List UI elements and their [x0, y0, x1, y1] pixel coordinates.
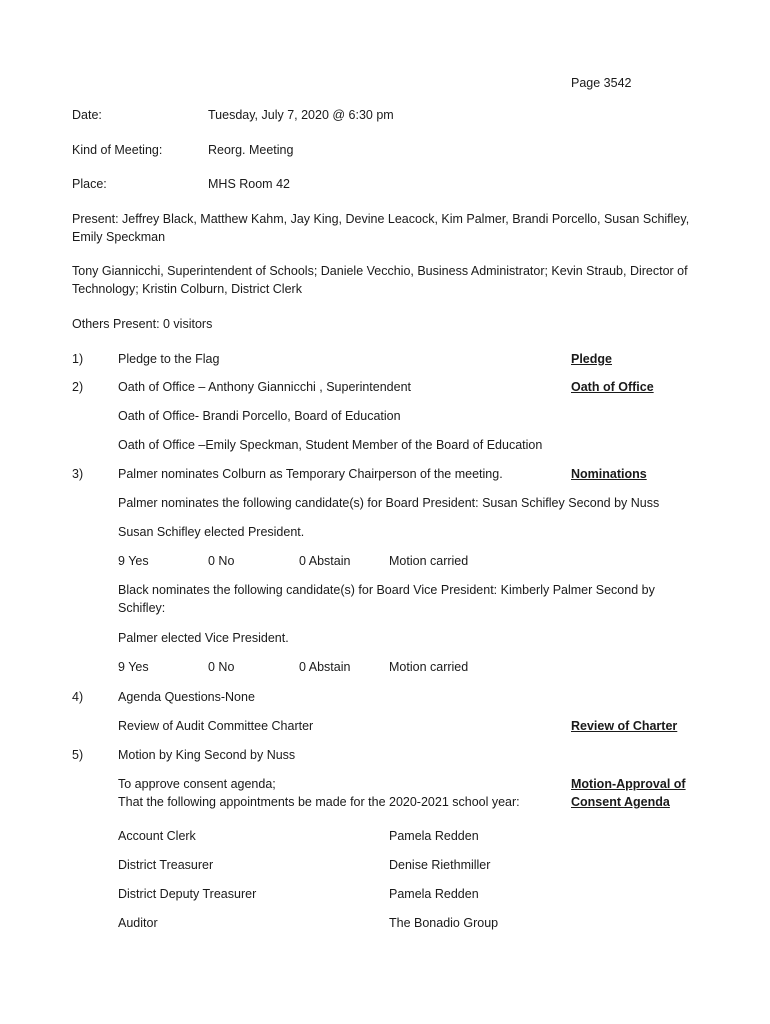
item-5-line-2: To approve consent agenda;: [118, 777, 276, 791]
item-3-text: Palmer nominates Colburn as Temporary Chairperson of the meeting.: [118, 467, 503, 481]
item-number-1: 1): [72, 352, 84, 366]
page-number: Page 3542: [571, 76, 632, 90]
item-5-text: Motion by King Second by Nuss: [118, 748, 296, 762]
appointment-name: Pamela Redden: [389, 887, 479, 901]
item-3-line-4: Black nominates the following candidate(s) for Board Vice President: Kimberly Palmer Second by Schifley:: [118, 583, 655, 615]
vote-yes: 9 Yes: [118, 554, 149, 568]
place-value: MHS Room 42: [208, 177, 290, 191]
appointment-name: Pamela Redden: [389, 829, 479, 843]
item-2-line-3: Oath of Office –Emily Speckman, Student Member of the Board of Education: [118, 438, 543, 452]
staff-paragraph: Tony Giannicchi, Superintendent of Schools; Daniele Vecchio, Business Administrator; Kevin Straub, Director of Technology; Kristin Colburn, District Clerk: [72, 264, 688, 296]
date-value: Tuesday, July 7, 2020 @ 6:30 pm: [208, 108, 394, 122]
item-number-3: 3): [72, 467, 84, 481]
kind-of-meeting-label: Kind of Meeting:: [72, 143, 163, 157]
kind-of-meeting-value: Reorg. Meeting: [208, 143, 294, 157]
appointment-role: District Deputy Treasurer: [118, 887, 257, 901]
place-label: Place:: [72, 177, 107, 191]
appointment-role: Account Clerk: [118, 829, 196, 843]
vote-abstain: 0 Abstain: [299, 660, 351, 674]
item-3-line-5: Palmer elected Vice President.: [118, 631, 289, 645]
present-paragraph: Present: Jeffrey Black, Matthew Kahm, Jay King, Devine Leacock, Kim Palmer, Brandi Porcello, Susan Schifley, Emily Speckman: [72, 212, 690, 244]
item-1-text: Pledge to the Flag: [118, 352, 220, 366]
vote-result: Motion carried: [389, 660, 469, 674]
item-4-text: Agenda Questions-None: [118, 690, 255, 704]
appointment-name: The Bonadio Group: [389, 916, 499, 930]
item-2-line-2: Oath of Office- Brandi Porcello, Board of Education: [118, 409, 401, 423]
appointment-name: Denise Riethmiller: [389, 858, 491, 872]
item-number-5: 5): [72, 748, 84, 762]
appointment-role: Auditor: [118, 916, 158, 930]
date-label: Date:: [72, 108, 102, 122]
vote-abstain: 0 Abstain: [299, 554, 351, 568]
nominations-heading: Nominations: [571, 467, 647, 481]
item-5-line-3: That the following appointments be made for the 2020-2021 school year:: [118, 795, 520, 809]
motion-approval-heading-line-1: Motion-Approval of: [571, 777, 686, 791]
item-3-line-3: Susan Schifley elected President.: [118, 525, 305, 539]
review-of-charter-heading: Review of Charter: [571, 719, 678, 733]
others-present: Others Present: 0 visitors: [72, 317, 213, 331]
item-2-text: Oath of Office – Anthony Giannicchi , Superintendent: [118, 380, 412, 394]
appointment-role: District Treasurer: [118, 858, 214, 872]
item-number-2: 2): [72, 380, 84, 394]
vote-no: 0 No: [208, 554, 235, 568]
item-3-line-2: Palmer nominates the following candidate(s) for Board President: Susan Schifley Second by Nuss: [118, 496, 660, 510]
vote-no: 0 No: [208, 660, 235, 674]
vote-yes: 9 Yes: [118, 660, 149, 674]
vote-result: Motion carried: [389, 554, 469, 568]
item-4-line-2: Review of Audit Committee Charter: [118, 719, 314, 733]
item-number-4: 4): [72, 690, 84, 704]
oath-of-office-heading: Oath of Office: [571, 380, 654, 394]
motion-approval-heading-line-2: Consent Agenda: [571, 795, 670, 809]
pledge-heading: Pledge: [571, 352, 612, 366]
